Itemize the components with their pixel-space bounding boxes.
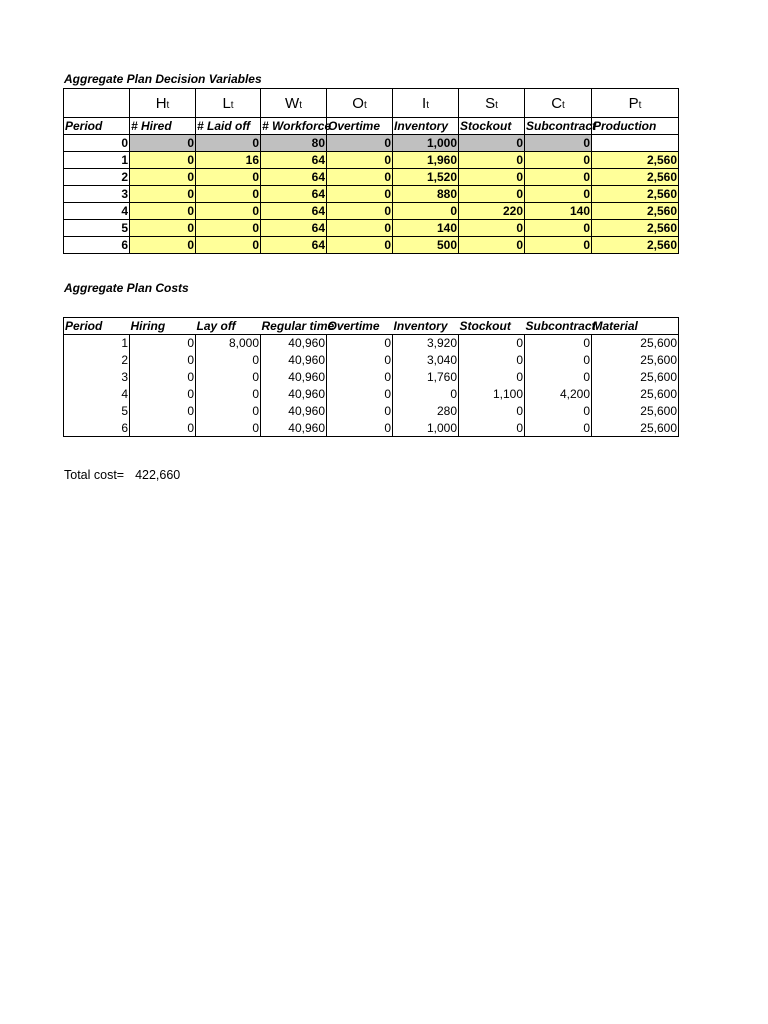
decision-table	[63, 88, 679, 254]
decision-cell-period[interactable]: 2	[64, 169, 130, 186]
header-laidoff[interactable]: # Laid off	[196, 118, 261, 135]
costs-cell-inventory[interactable]: 1,760	[393, 369, 459, 386]
costs-cell-period[interactable]: 2	[64, 352, 130, 369]
costs-cell-overtime[interactable]: 0	[327, 420, 393, 437]
header-period[interactable]: Period	[64, 118, 130, 135]
decision-title: Aggregate Plan Decision Variables	[64, 72, 262, 86]
decision-cell-laidoff[interactable]: 0	[196, 203, 261, 220]
decision-cell-production[interactable]: 2,560	[592, 169, 679, 186]
symbol-subcontract[interactable]: Ct	[525, 89, 592, 118]
decision-header-row	[64, 118, 679, 135]
costs-row	[64, 420, 679, 437]
symbol-inventory[interactable]: It	[393, 89, 459, 118]
decision-row	[64, 186, 679, 203]
decision-cell-inventory[interactable]: 140	[393, 220, 459, 237]
costs-cell-overtime[interactable]: 0	[327, 335, 393, 352]
decision-cell-inventory[interactable]: 500	[393, 237, 459, 254]
decision-cell-period[interactable]: 3	[64, 186, 130, 203]
decision-row	[64, 237, 679, 254]
decision-row	[64, 220, 679, 237]
costs-cell-material[interactable]: 25,600	[592, 335, 679, 352]
costs-cell-period[interactable]: 6	[64, 420, 130, 437]
costs-cell-subcontract[interactable]: 0	[525, 335, 592, 352]
decision-cell-laidoff[interactable]: 0	[196, 135, 261, 152]
costs-cell-subcontract[interactable]: 0	[525, 403, 592, 420]
costs-cell-material[interactable]: 25,600	[592, 420, 679, 437]
costs-cell-regular[interactable]: 40,960	[261, 352, 327, 369]
costs-cell-regular[interactable]: 40,960	[261, 335, 327, 352]
costs-cell-inventory[interactable]: 3,040	[393, 352, 459, 369]
decision-cell-laidoff[interactable]: 0	[196, 186, 261, 203]
decision-cell-production[interactable]: 2,560	[592, 203, 679, 220]
symbol-hired[interactable]: Ht	[130, 89, 196, 118]
decision-cell-laidoff[interactable]: 0	[196, 169, 261, 186]
costs-cell-regular[interactable]: 40,960	[261, 386, 327, 403]
decision-row	[64, 152, 679, 169]
decision-cell-overtime[interactable]: 0	[327, 152, 393, 169]
decision-row	[64, 169, 679, 186]
decision-cell-workforce[interactable]: 80	[261, 135, 327, 152]
costs-cell-hiring[interactable]: 0	[130, 352, 196, 369]
costs-cell-inventory[interactable]: 3,920	[393, 335, 459, 352]
costs-row	[64, 352, 679, 369]
decision-cell-hired[interactable]: 0	[130, 135, 196, 152]
decision-cell-subcontract[interactable]: 0	[525, 237, 592, 254]
costs-cell-overtime[interactable]: 0	[327, 369, 393, 386]
header-overtime[interactable]: Overtime	[327, 118, 393, 135]
costs-cell-stockout[interactable]: 0	[459, 352, 525, 369]
decision-cell-inventory[interactable]: 1,520	[393, 169, 459, 186]
costs-cell-material[interactable]: 25,600	[592, 403, 679, 420]
decision-cell-period[interactable]: 5	[64, 220, 130, 237]
costs-cell-layoff[interactable]: 8,000	[196, 335, 261, 352]
costs-cell-overtime[interactable]: 0	[327, 352, 393, 369]
decision-cell-inventory[interactable]: 0	[393, 203, 459, 220]
costs-cell-hiring[interactable]: 0	[130, 403, 196, 420]
decision-cell-subcontract[interactable]: 0	[525, 220, 592, 237]
total-cost-label: Total cost=	[64, 468, 125, 482]
decision-cell-stockout[interactable]: 0	[459, 220, 525, 237]
header-inventory[interactable]: Inventory	[393, 118, 459, 135]
costs-cell-period[interactable]: 1	[64, 335, 130, 352]
header-hired[interactable]: # Hired	[130, 118, 196, 135]
costs-cell-material[interactable]: 25,600	[592, 352, 679, 369]
header-stockout[interactable]: Stockout	[459, 118, 525, 135]
costs-cell-subcontract[interactable]: 4,200	[525, 386, 592, 403]
costs-cell-stockout[interactable]: 0	[459, 420, 525, 437]
decision-cell-workforce[interactable]: 64	[261, 169, 327, 186]
costs-table	[63, 317, 679, 437]
decision-cell-subcontract[interactable]: 0	[525, 135, 592, 152]
decision-cell-stockout[interactable]: 0	[459, 152, 525, 169]
total-cost	[64, 468, 180, 482]
decision-cell-stockout[interactable]: 0	[459, 186, 525, 203]
costs-header-inventory[interactable]: Inventory	[393, 318, 459, 335]
costs-cell-material[interactable]: 25,600	[592, 369, 679, 386]
costs-cell-layoff[interactable]: 0	[196, 403, 261, 420]
decision-cell-subcontract[interactable]: 0	[525, 169, 592, 186]
decision-cell-overtime[interactable]: 0	[327, 169, 393, 186]
costs-cell-stockout[interactable]: 0	[459, 335, 525, 352]
decision-cell-overtime[interactable]: 0	[327, 237, 393, 254]
costs-cell-stockout[interactable]: 0	[459, 403, 525, 420]
costs-cell-inventory[interactable]: 280	[393, 403, 459, 420]
decision-cell-overtime[interactable]: 0	[327, 220, 393, 237]
costs-cell-layoff[interactable]: 0	[196, 352, 261, 369]
header-subcontract[interactable]: Subcontract	[526, 119, 597, 133]
costs-header-subcontract[interactable]: Subcontract	[525, 319, 596, 333]
header-production[interactable]: Production	[592, 118, 679, 135]
costs-cell-hiring[interactable]: 0	[130, 386, 196, 403]
costs-cell-regular[interactable]: 40,960	[261, 369, 327, 386]
header-workforce[interactable]: # Workforce	[262, 119, 332, 133]
decision-cell-hired[interactable]: 0	[130, 186, 196, 203]
symbol-blank	[64, 89, 130, 118]
decision-cell-subcontract[interactable]: 140	[525, 203, 592, 220]
decision-cell-stockout[interactable]: 0	[459, 169, 525, 186]
costs-header-period[interactable]: Period	[64, 318, 130, 335]
costs-cell-stockout[interactable]: 1,100	[459, 386, 525, 403]
costs-cell-period[interactable]: 5	[64, 403, 130, 420]
decision-cell-laidoff[interactable]: 16	[196, 152, 261, 169]
decision-cell-overtime[interactable]: 0	[327, 135, 393, 152]
symbol-row	[64, 89, 679, 118]
decision-cell-production[interactable]: 2,560	[592, 237, 679, 254]
symbol-workforce[interactable]: Wt	[261, 89, 327, 118]
decision-cell-workforce[interactable]: 64	[261, 186, 327, 203]
decision-row	[64, 203, 679, 220]
symbol-overtime[interactable]: Ot	[327, 89, 393, 118]
costs-cell-overtime[interactable]: 0	[327, 403, 393, 420]
costs-header-regular[interactable]: Regular time	[261, 319, 335, 333]
symbol-stockout[interactable]: St	[459, 89, 525, 118]
costs-cell-hiring[interactable]: 0	[130, 369, 196, 386]
decision-cell-production[interactable]: 2,560	[592, 186, 679, 203]
decision-cell-inventory[interactable]: 1,000	[393, 135, 459, 152]
decision-cell-laidoff[interactable]: 0	[196, 237, 261, 254]
decision-cell-period[interactable]: 6	[64, 237, 130, 254]
decision-cell-workforce[interactable]: 64	[261, 237, 327, 254]
decision-cell-hired[interactable]: 0	[130, 220, 196, 237]
decision-cell-stockout[interactable]: 0	[459, 135, 525, 152]
costs-header-overtime[interactable]: Overtime	[327, 318, 393, 335]
decision-cell-period[interactable]: 4	[64, 203, 130, 220]
costs-header-row	[64, 318, 679, 335]
decision-cell-subcontract[interactable]: 0	[525, 152, 592, 169]
costs-cell-inventory[interactable]: 0	[393, 386, 459, 403]
costs-cell-inventory[interactable]: 1,000	[393, 420, 459, 437]
decision-cell-stockout[interactable]: 220	[459, 203, 525, 220]
costs-cell-layoff[interactable]: 0	[196, 369, 261, 386]
decision-cell-hired[interactable]: 0	[130, 237, 196, 254]
symbol-laidoff[interactable]: Lt	[196, 89, 261, 118]
decision-cell-hired[interactable]: 0	[130, 152, 196, 169]
decision-cell-workforce[interactable]: 64	[261, 220, 327, 237]
costs-cell-subcontract[interactable]: 0	[525, 420, 592, 437]
costs-cell-regular[interactable]: 40,960	[261, 420, 327, 437]
decision-cell-inventory[interactable]: 880	[393, 186, 459, 203]
decision-cell-overtime[interactable]: 0	[327, 186, 393, 203]
costs-cell-overtime[interactable]: 0	[327, 386, 393, 403]
costs-row	[64, 335, 679, 352]
decision-cell-inventory[interactable]: 1,960	[393, 152, 459, 169]
costs-cell-layoff[interactable]: 0	[196, 420, 261, 437]
costs-row	[64, 386, 679, 403]
decision-cell-period[interactable]: 0	[64, 135, 130, 152]
costs-row	[64, 403, 679, 420]
symbol-production[interactable]: Pt	[592, 89, 679, 118]
costs-cell-hiring[interactable]: 0	[130, 420, 196, 437]
decision-cell-workforce[interactable]: 64	[261, 152, 327, 169]
decision-cell-laidoff[interactable]: 0	[196, 220, 261, 237]
costs-cell-subcontract[interactable]: 0	[525, 352, 592, 369]
costs-title: Aggregate Plan Costs	[64, 281, 189, 295]
decision-cell-overtime[interactable]: 0	[327, 203, 393, 220]
decision-cell-workforce[interactable]: 64	[261, 203, 327, 220]
decision-cell-hired[interactable]: 0	[130, 203, 196, 220]
decision-cell-stockout[interactable]: 0	[459, 237, 525, 254]
costs-cell-layoff[interactable]: 0	[196, 386, 261, 403]
costs-cell-material[interactable]: 25,600	[592, 386, 679, 403]
costs-header-stockout[interactable]: Stockout	[459, 318, 525, 335]
costs-cell-regular[interactable]: 40,960	[261, 403, 327, 420]
costs-header-layoff[interactable]: Lay off	[196, 318, 261, 335]
costs-header-hiring[interactable]: Hiring	[130, 318, 196, 335]
costs-cell-period[interactable]: 4	[64, 386, 130, 403]
decision-cell-period[interactable]: 1	[64, 152, 130, 169]
decision-cell-hired[interactable]: 0	[130, 169, 196, 186]
costs-cell-hiring[interactable]: 0	[130, 335, 196, 352]
total-cost-value[interactable]: 422,660	[135, 468, 181, 482]
decision-cell-production[interactable]: 2,560	[592, 220, 679, 237]
costs-cell-stockout[interactable]: 0	[459, 369, 525, 386]
costs-header-material[interactable]: Material	[592, 318, 679, 335]
costs-row	[64, 369, 679, 386]
costs-cell-subcontract[interactable]: 0	[525, 369, 592, 386]
decision-row	[64, 135, 679, 152]
costs-cell-period[interactable]: 3	[64, 369, 130, 386]
decision-cell-production[interactable]: 2,560	[592, 152, 679, 169]
decision-cell-subcontract[interactable]: 0	[525, 186, 592, 203]
decision-cell-production[interactable]	[592, 135, 679, 152]
